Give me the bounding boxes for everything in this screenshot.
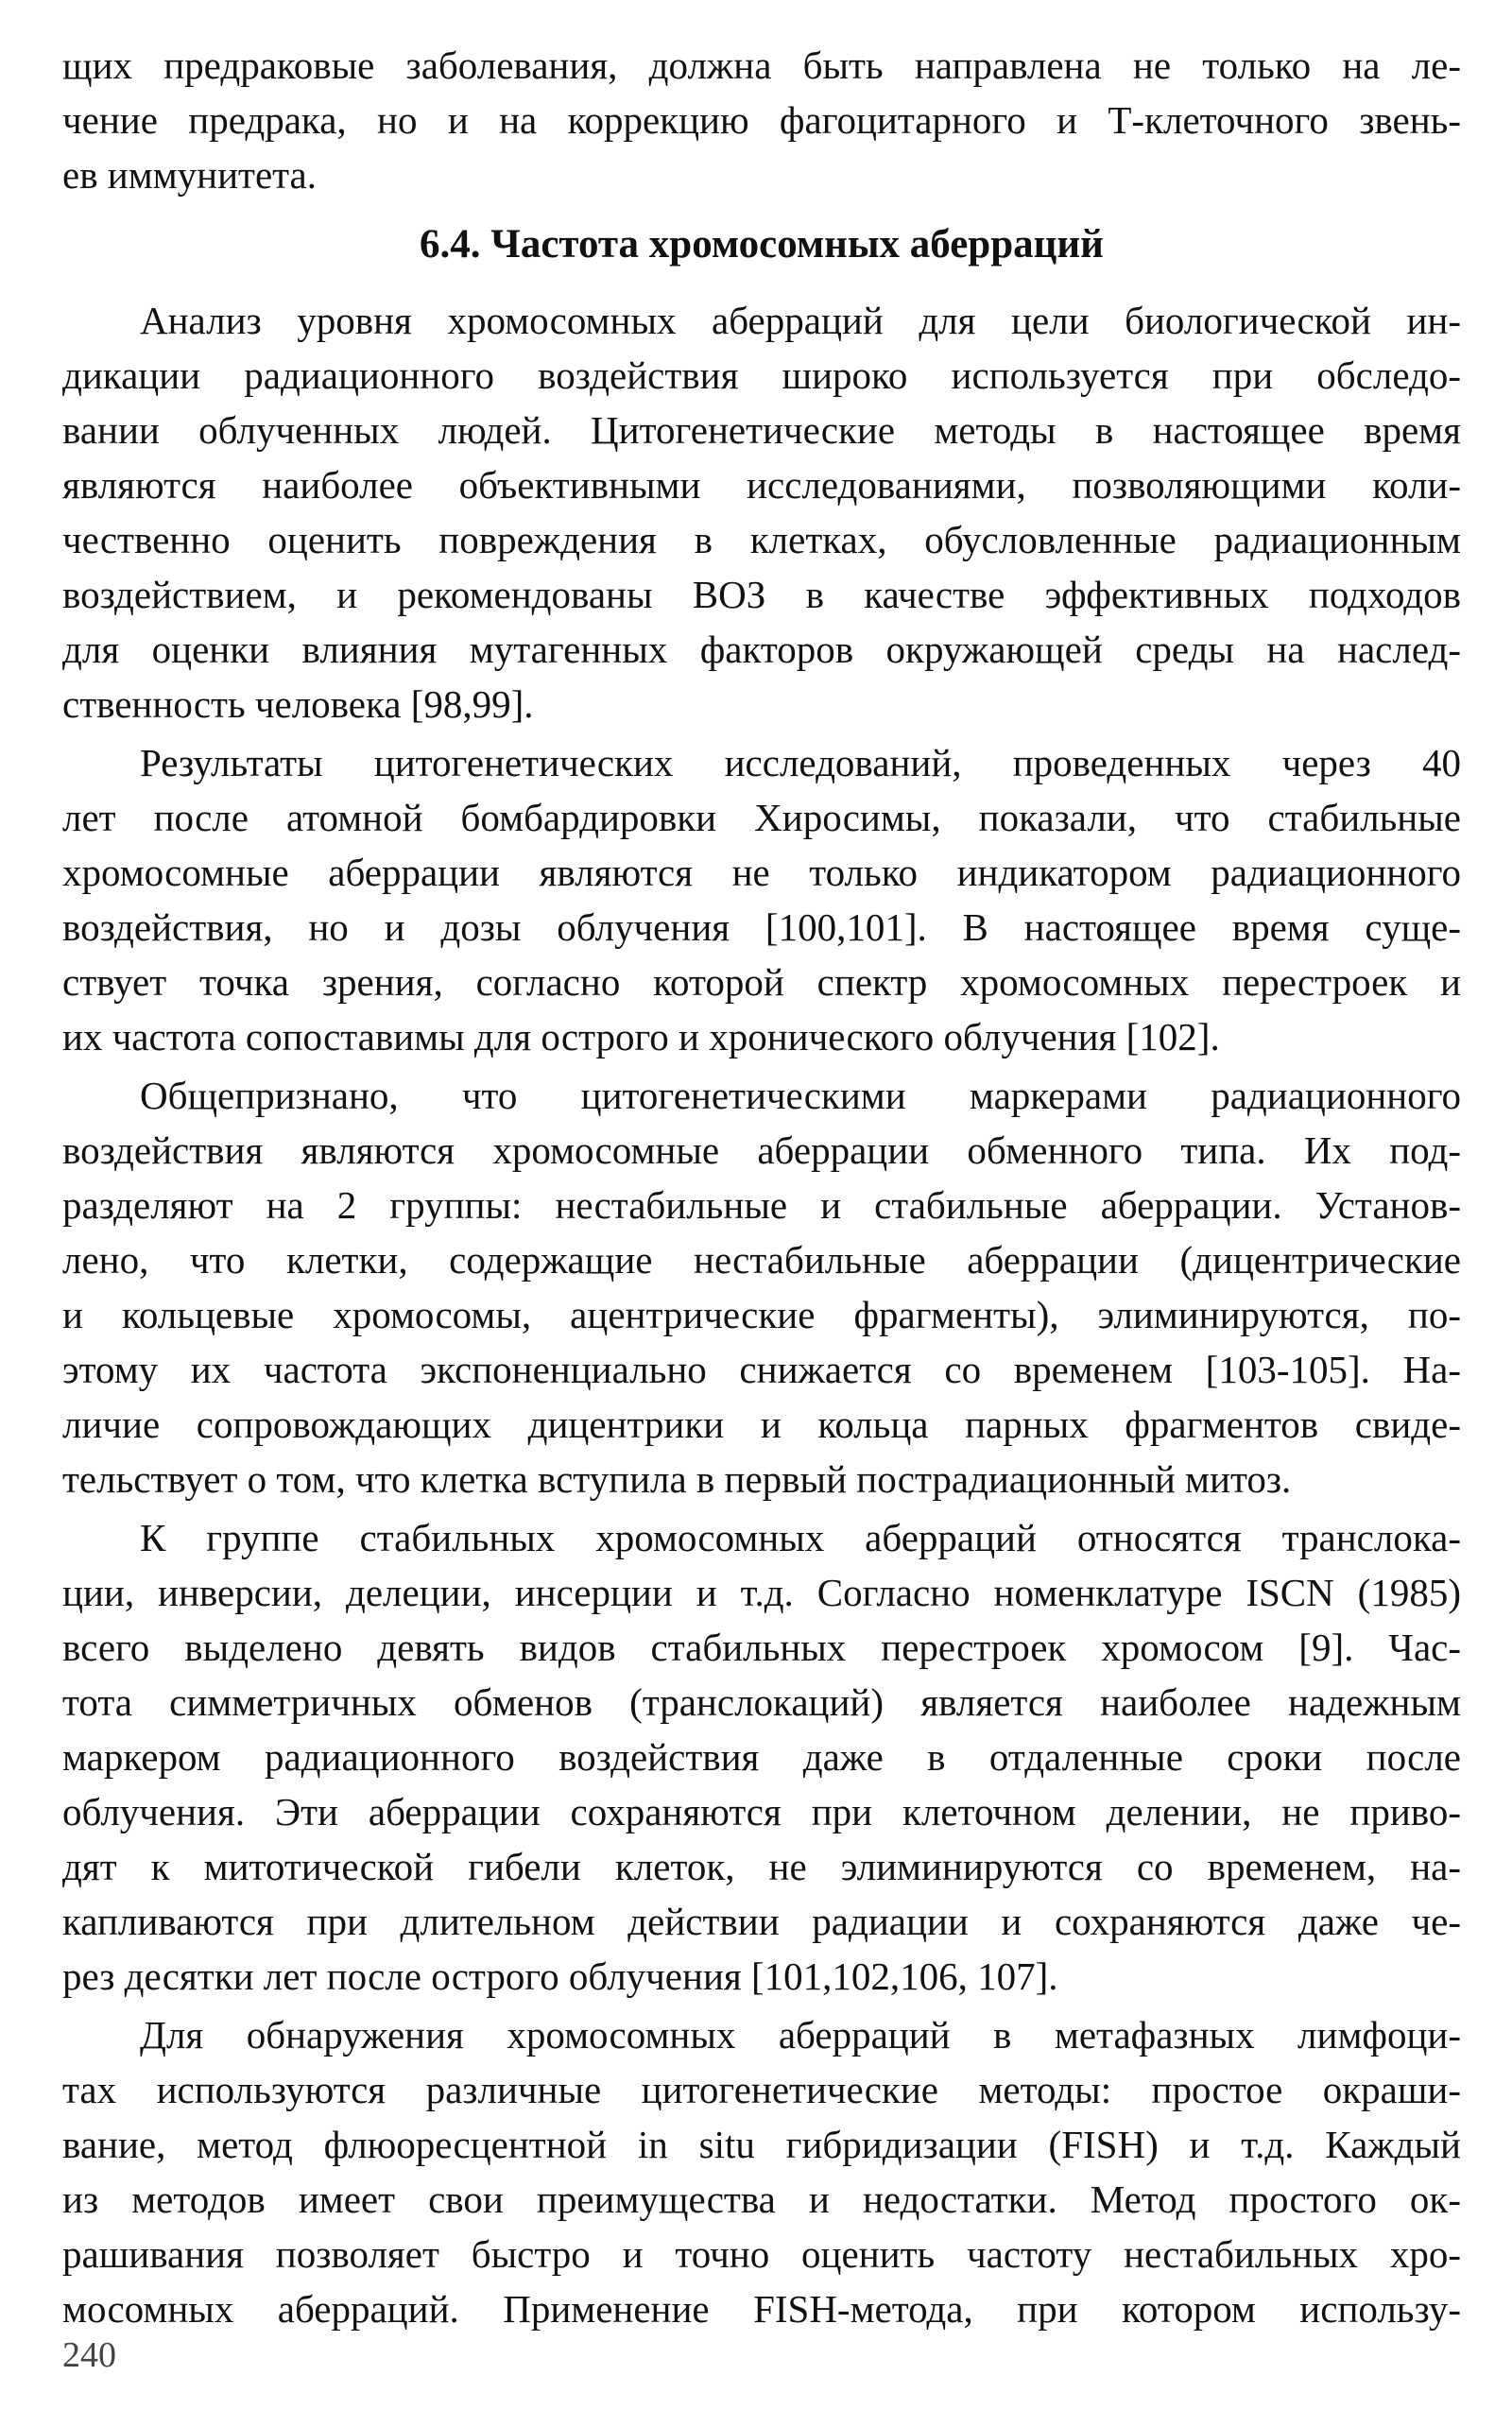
text-line: Для обнаружения хромосомных аберраций в метафазных лимфоци- [140, 2013, 1461, 2057]
text-line: маркером радиационного воздействия даже в отдаленные сроки после [62, 1735, 1461, 1779]
text-line: капливаются при длительном действии радиации и сохраняются даже че- [62, 1900, 1461, 1943]
text-line: и кольцевые хромосомы, ацентрические фрагменты), элиминируются, по- [62, 1293, 1461, 1336]
text-line: вании облученных людей. Цитогенетические методы в настоящее время [62, 408, 1461, 452]
text-line: ствует точка зрения, согласно которой спектр хромосомных перестроек и [62, 960, 1461, 1004]
text-line: хромосомные аберрации являются не только индикатором радиационного [62, 851, 1461, 894]
intro-paragraph [62, 38, 1461, 202]
text-line: этому их частота экспоненциально снижается со временем [103-105]. На- [62, 1348, 1461, 1391]
paragraph-1 [62, 293, 1461, 732]
page-number: 240 [62, 2335, 116, 2375]
paragraph-2 [62, 735, 1461, 1064]
paragraph-5 [62, 2007, 1461, 2336]
text-line: лено, что клетки, содержащие нестабильные аберрации (дицентрические [62, 1238, 1461, 1282]
text-line: тах используются различные цитогенетические методы: простое окраши- [62, 2068, 1461, 2111]
text-line: ственность человека [98,99]. [62, 682, 534, 726]
text-line: щих предраковые заболевания, должна быть направлена не только на ле- [62, 43, 1461, 87]
text-line: облучения. Эти аберрации сохраняются при клеточном делении, не приво- [62, 1790, 1461, 1833]
text-line: лет после атомной бомбардировки Хиросимы, показали, что стабильные [62, 796, 1461, 839]
text-line: тельствует о том, что клетка вступила в первый пострадиационный митоз. [62, 1457, 1292, 1501]
text-line: воздействием, и рекомендованы ВОЗ в качестве эффективных подходов [62, 573, 1461, 616]
text-line: ев иммунитета. [62, 153, 318, 197]
text-line: Общепризнано, что цитогенетическими маркерами радиационного [140, 1074, 1461, 1117]
text-line: чественно оценить повреждения в клетках, обусловленные радиационным [62, 518, 1461, 561]
text-line: их частота сопоставимы для острого и хронического облучения [102]. [62, 1015, 1220, 1059]
text-line: Анализ уровня хромосомных аберраций для цели биологической ин- [140, 299, 1461, 342]
text-line: тота симметричных обменов (транслокаций) является наиболее надежным [62, 1680, 1461, 1724]
text-line: дикации радиационного воздействия широко используется при обследо- [62, 353, 1461, 397]
text-line: ции, инверсии, делеции, инсерции и т.д. Согласно номенклатуре ISCN (1985) [62, 1571, 1461, 1614]
text-line: всего выделено девять видов стабильных перестроек хромосом [9]. Час- [62, 1626, 1461, 1669]
text-line: мосомных аберраций. Применение FISH-метода, при котором использу- [62, 2287, 1461, 2331]
page-body [62, 38, 1461, 2336]
text-line: чение предрака, но и на коррекцию фагоцитарного и Т-клеточного звень- [62, 98, 1461, 142]
text-line: личие сопровождающих дицентрики и кольца парных фрагментов свиде- [62, 1403, 1461, 1446]
text-line: воздействия являются хромосомные аберрации обменного типа. Их под- [62, 1128, 1461, 1172]
paragraph-3 [62, 1068, 1461, 1506]
text-line: дят к митотической гибели клеток, не элиминируются со временем, на- [62, 1845, 1461, 1888]
text-line: воздействия, но и дозы облучения [100,101]. В настоящее время суще- [62, 905, 1461, 949]
text-line: Результаты цитогенетических исследований, проведенных через 40 [140, 741, 1461, 784]
text-line: К группе стабильных хромосомных аберраций относятся транслока- [140, 1516, 1461, 1559]
section-heading: 6.4. Частота хромосомных аберраций [420, 222, 1104, 267]
paragraph-4 [62, 1510, 1461, 2004]
text-line: являются наиболее объективными исследованиями, позволяющими коли- [62, 463, 1461, 507]
text-line: разделяют на 2 группы: нестабильные и стабильные аберрации. Установ- [62, 1183, 1461, 1227]
text-line: рашивания позволяет быстро и точно оценить частоту нестабильных хро- [62, 2232, 1461, 2276]
text-line: для оценки влияния мутагенных факторов окружающей среды на наслед- [62, 628, 1461, 671]
text-line: рез десятки лет после острого облучения [101,102,106, 107]. [62, 1954, 1058, 1998]
text-line: из методов имеет свои преимущества и недостатки. Метод простого ок- [62, 2178, 1461, 2221]
text-line: вание, метод флюоресцентной in situ гибридизации (FISH) и т.д. Каждый [62, 2123, 1461, 2166]
